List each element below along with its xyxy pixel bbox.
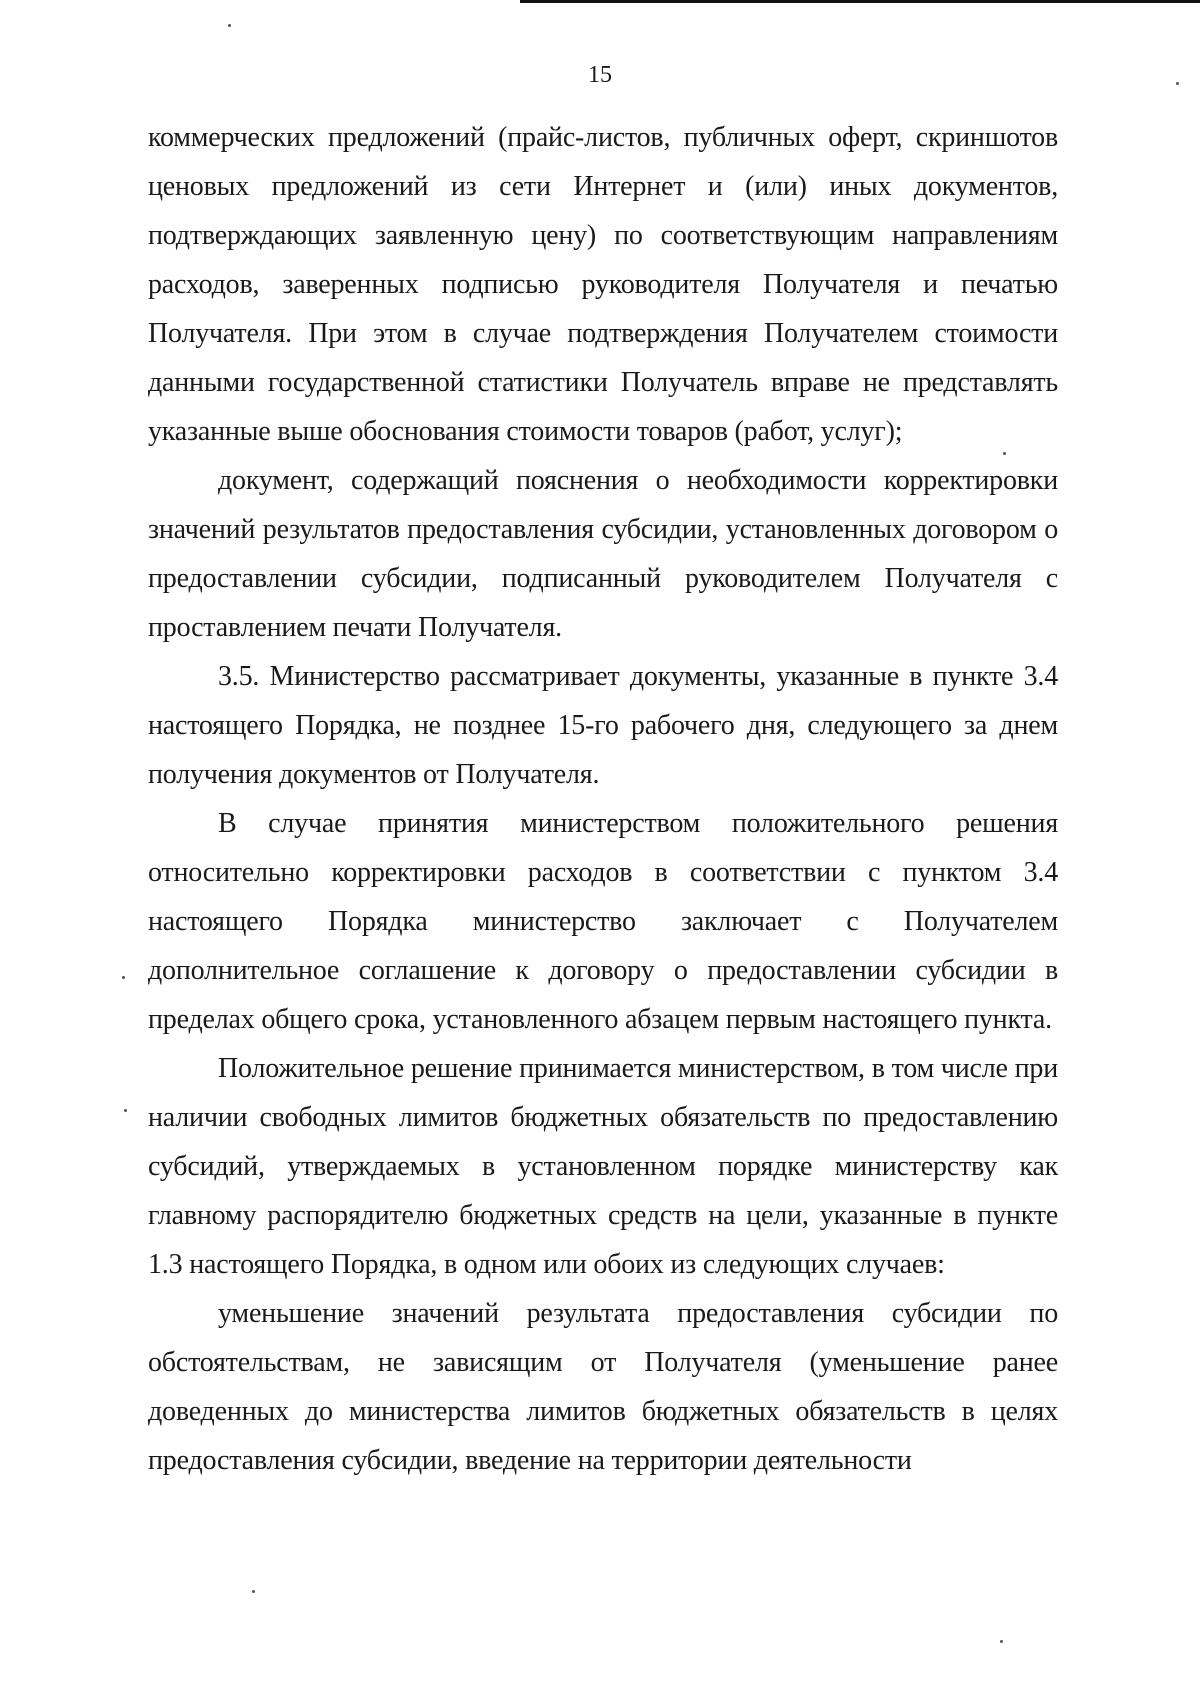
scan-speck xyxy=(122,976,125,979)
page-number: 15 xyxy=(588,62,612,88)
scan-speck xyxy=(124,1109,127,1112)
scan-speck xyxy=(252,1590,255,1593)
paragraph-1: коммерческих предложений (прайс-листов, публичных оферт, скриншотов ценовых предложений из сети Интернет и (или) иных документов, подтверждающих заявленную цену) по соответствующим направлениям расходов, заверенных подписью руководителя Получателя и печатью Получателя. При этом в случае подтверждения Получателем стоимости данными государственной статистики Получатель вправе не представлять указанные выше обоснования стоимости товаров (работ, услуг); xyxy=(148,122,1058,447)
paragraph-5: Положительное решение принимается министерством, в том числе при наличии свободных лимитов бюджетных обязательств по предоставлению субсидий, утверждаемых в установленном порядке министерству как главному распорядителю бюджетных средств на цели, указанные в пункте 1.3 настоящего Порядка, в одном или обоих из следующих случаев: xyxy=(148,1053,1058,1280)
paragraph-3: 3.5. Министерство рассматривает документы, указанные в пункте 3.4 настоящего Порядка, не позднее 15-го рабочего дня, следующего за днем получения документов от Получателя. xyxy=(148,661,1058,790)
paragraph-6: уменьшение значений результата предоставления субсидии по обстоятельствам, не зависящим от Получателя (уменьшение ранее доведенных до министерства лимитов бюджетных обязательств в целях предоставления субсидии, введение на территории деятельности xyxy=(148,1298,1058,1476)
scan-speck xyxy=(228,24,231,27)
scan-speck xyxy=(1000,1640,1003,1643)
scan-speck xyxy=(1176,82,1179,85)
document-body xyxy=(148,113,1058,1485)
paragraph-4: В случае принятия министерством положительного решения относительно корректировки расходов в соответствии с пунктом 3.4 настоящего Порядка министерство заключает с Получателем дополнительное соглашение к договору о предоставлении субсидии в пределах общего срока, установленного абзацем первым настоящего пункта. xyxy=(148,808,1058,1035)
scan-speck xyxy=(1003,452,1006,455)
paragraph-2: документ, содержащий пояснения о необходимости корректировки значений результатов предоставления субсидии, установленных договором о предоставлении субсидии, подписанный руководителем Получателя с проставлением печати Получателя. xyxy=(148,465,1058,643)
scan-edge-line xyxy=(520,0,1200,3)
